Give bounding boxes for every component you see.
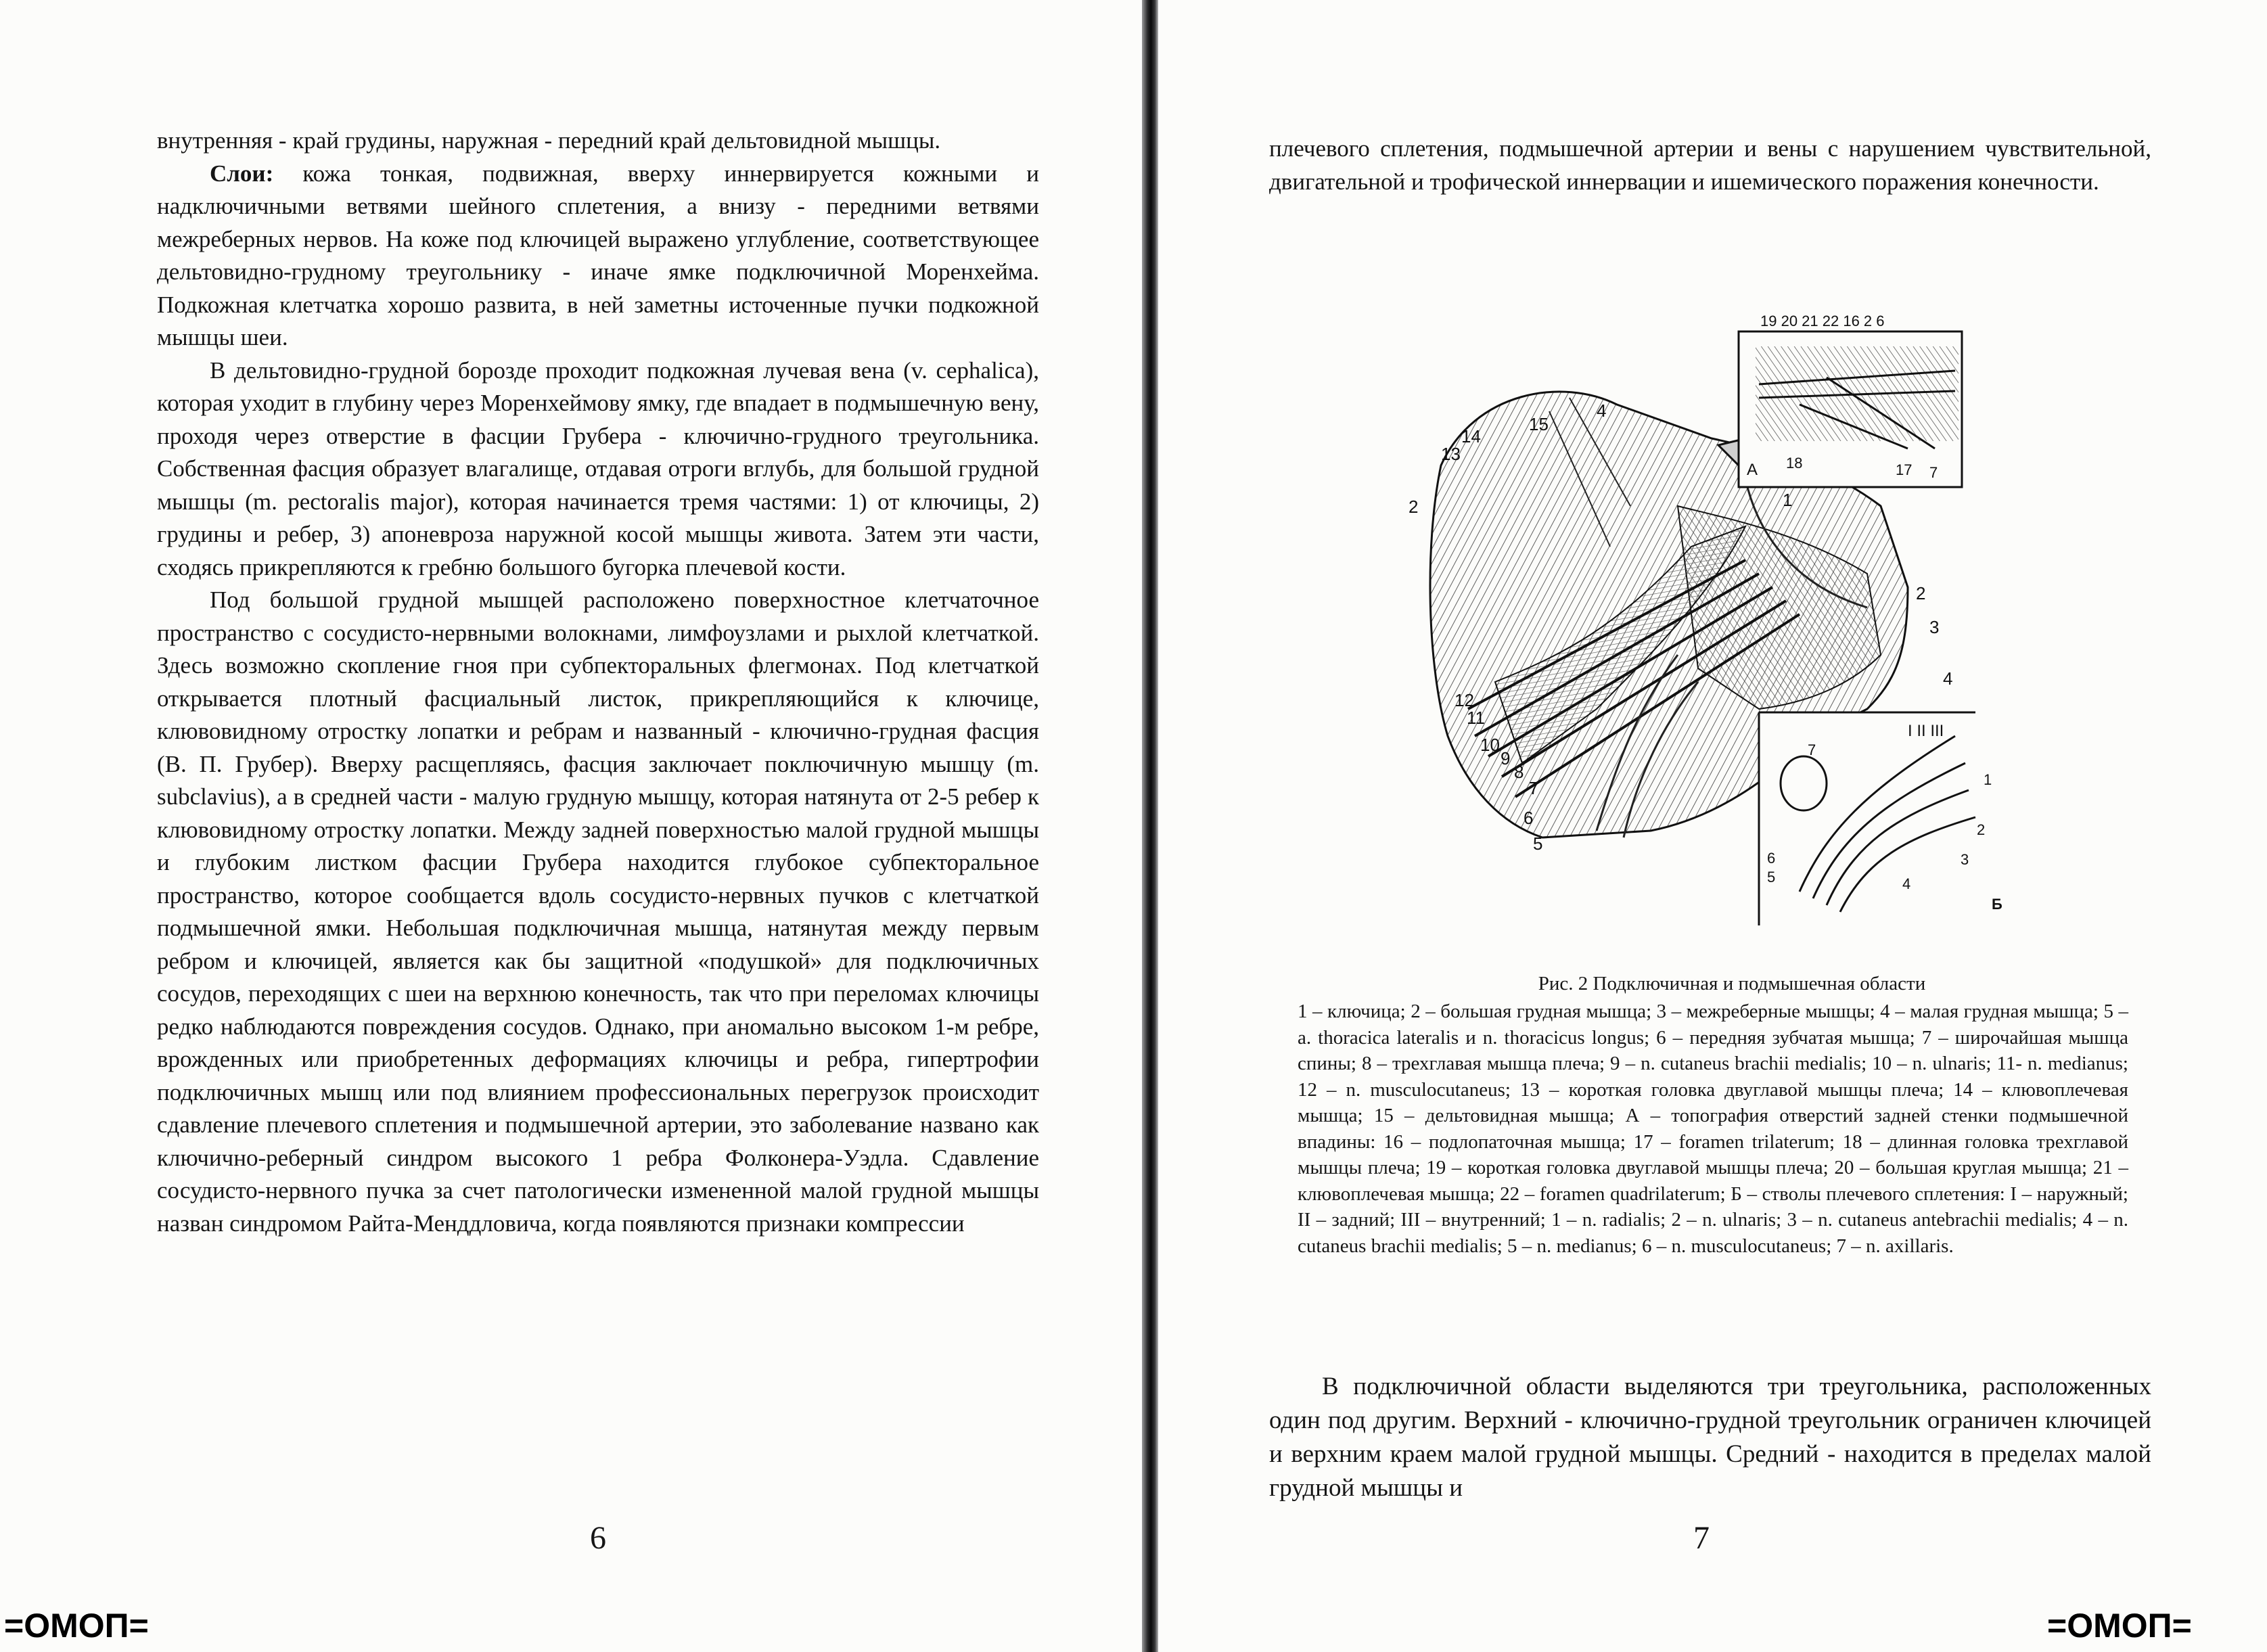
inset-a-letter: А [1747, 461, 1758, 479]
inset-b-label-5: 5 [1767, 869, 1776, 886]
inset-b [1759, 712, 2016, 925]
book-spine [1142, 0, 1158, 1652]
inset-b-label-4: 4 [1902, 875, 1911, 892]
right-page-bottom-text [1269, 1370, 2151, 1505]
inset-a [1739, 313, 1962, 487]
label-6: 6 [1524, 808, 1534, 828]
paragraph: Под большой грудной мышцей расположено поверхностное клетчаточное пространство с сосудисто-нервными волокнами, лимфоузлами и рыхлой клетчаткой. Здесь возможно скопление гноя при субпекторальных флегмонах. Под клетчаткой открывается плотный фасциальный листок, прикрепляющийся к ключице, клювовидному отростку лопатки и ребрам и названный - ключично-грудная фасция (В. П. Грубер). Вверху расщепляясь, фасция заключает поключичную мышцу (m. subclavius), а в средней части - малую грудную мышцу, которая натянута от 2-5 ребер к клювовидному отростку лопатки. Между задней поверхностью малой грудной мышцы и глубоким листком фасции Грубера находится глубокое субпекторальное пространство, которое сообщается вдоль сосудисто-нервных пучков с клетчаткой подмышечной ямки. Небольшая подключичная мышца, натянутая между первым ребром и ключицей, является как бы защитной «подушкой» для подключичных сосудов, переходящих с шеи на верхнюю конечность, так что при переломах ключицы редко наблюдаются повреждения сосудов. Однако, при аномально высоком 1-м ребре, врожденных или приобретенных деформациях ключицы и ребра, гипертрофии подключичных мышц или под влиянием профессиональных перегрузок происходит сдавление плечевого сплетения и подмышечной артерии, это заболевание названо как ключично-реберный синдром высокого 1 ребра Фолконера-Уэдла. Сдавление сосудисто-нервного пучка за счет патологически измененной малой грудной мышцы назван синдромом Райта-Менддловича, когда появляются признаки компрессии [157, 587, 1039, 1237]
right-page-top-text [1269, 133, 2151, 198]
page-number-right: 7 [1693, 1520, 1710, 1556]
inset-b-label-3: 3 [1961, 851, 1969, 868]
paragraph: В дельтовидно-грудной борозде проходит подкожная лучевая вена (v. cephalica), которая уходит в глубину через Моренхеймову ямку, где впадает в подмышечную вену, проходя через отверстие в фасции Грубера - ключично-грудного треугольника. Собственная фасция образует влагалище, отдавая отроги вглубь, для большой грудной мышцы (m. pectoralis major), которая начинается тремя частями: 1) от ключицы, 2) грудины и ребер, 3) апоневроза наружной косой мышцы живота. Затем эти части, сходясь прикрепляются к гребню большого бугорка плечевой кости. [157, 357, 1039, 580]
inset-a-label-18: 18 [1786, 455, 1803, 472]
label-14: 14 [1461, 426, 1481, 446]
figure-title: Рис. 2 Подключичная и подмышечная области [1538, 973, 1926, 994]
label-12: 12 [1455, 690, 1474, 710]
inset-b-label-7: 7 [1808, 741, 1816, 758]
paragraph: плечевого сплетения, подмышечной артерии и вены с нарушением чувствительной, двигательной и трофической иннервации и ишемического поражения конечности. [1269, 135, 2151, 195]
label-7: 7 [1529, 778, 1539, 798]
page-number-left: 6 [590, 1520, 606, 1556]
label-8: 8 [1514, 762, 1524, 782]
label-5: 5 [1533, 833, 1543, 854]
label-4: 4 [1943, 668, 1953, 689]
label-2-left: 2 [1409, 497, 1419, 517]
label-15: 15 [1529, 414, 1549, 434]
label-1: 1 [1783, 490, 1793, 510]
paragraph: В подключичной области выделяются три треугольника, расположенных один под другим. Верхний - ключично-грудной треугольник ограничен ключицей и верхним краем малой грудной мышцы. Средний - находится в пределах малой грудной мышцы и [1269, 1373, 2151, 1502]
watermark-right: =ОМОП= [2047, 1607, 2192, 1645]
figure-caption [1298, 999, 2128, 1259]
figure-caption-text: 1 – ключица; 2 – большая грудная мышца; 3 – межреберные мышцы; 4 – малая грудная мышца; 5 – a. thoracica lateralis и n. thoracicus longus; 6 – передняя зубчатая мышца; 7 – широчайшая мышца спины; 8 – трехглавая мышца плеча; 9 – n. cutaneus brachii medialis; 10 – n. ulnaris; 11- n. medianus; 12 – n. musculocutaneus; 13 – короткая головка двуглавой мышцы плеча; 14 – клювоплечевая мышца; 15 – дельтовидная мышца; А – топография отверстий задней стенки подмышечной впадины: 16 – подлопаточная мышца; 17 – foramen trilaterum; 18 – длинная головка трехглавой мышцы плеча; 19 – короткая головка двуглавой мышцы плеча; 20 – большая круглая мышца; 21 – клювоплечевая мышца; 22 – foramen quadrilaterum; Б – стволы плечевого сплетения: I – наружный; II – задний; III – внутренний; 1 – n. radialis; 2 – n. ulnaris; 3 – n. cutaneus antebrachii medialis; 4 – n. cutaneus brachii medialis; 5 – n. medianus; 6 – n. musculocutaneus; 7 – n. axillaris. [1298, 1001, 2128, 1257]
inset-a-label-17: 17 [1896, 461, 1913, 478]
label-4-top: 4 [1597, 400, 1607, 421]
label-3: 3 [1929, 617, 1940, 637]
inset-a-label-7: 7 [1929, 464, 1938, 481]
layers-heading: Слои: [210, 160, 274, 187]
inset-b-label-1: 1 [1984, 771, 1992, 788]
paragraph-text: кожа тонкая, подвижная, вверху иннервируется кожными и надключичными ветвями шейного сплетения, а внизу - передними ветвями межреберных нервов. На коже под ключицей выражено углубление, соответствующее дельтовидно-грудному треугольнику - иначе ямке подключичной Моренхейма. Подкожная клетчатка хорошо развита, в ней заметны источенные пучки подкожной мышцы шеи. [157, 160, 1040, 350]
paragraph-layers [157, 158, 1039, 354]
label-11: 11 [1467, 708, 1485, 728]
inset-a-top-labels: 19 20 21 22 16 2 6 [1760, 313, 1885, 329]
inset-b-letter: Б [1992, 896, 2002, 913]
inset-b-top-labels: I II III [1908, 722, 1944, 740]
inset-b-label-6: 6 [1767, 850, 1776, 867]
inset-b-label-2: 2 [1977, 821, 1986, 838]
watermark-left: =ОМОП= [4, 1607, 149, 1645]
label-13: 13 [1441, 444, 1461, 464]
anatomy-figure [1394, 303, 2070, 925]
label-10: 10 [1480, 735, 1500, 755]
label-9: 9 [1501, 748, 1511, 768]
left-page-text [157, 124, 1039, 1240]
paragraph: внутренняя - край грудины, наружная - передний край дельтовидной мышцы. [157, 127, 941, 154]
label-2: 2 [1916, 583, 1926, 603]
